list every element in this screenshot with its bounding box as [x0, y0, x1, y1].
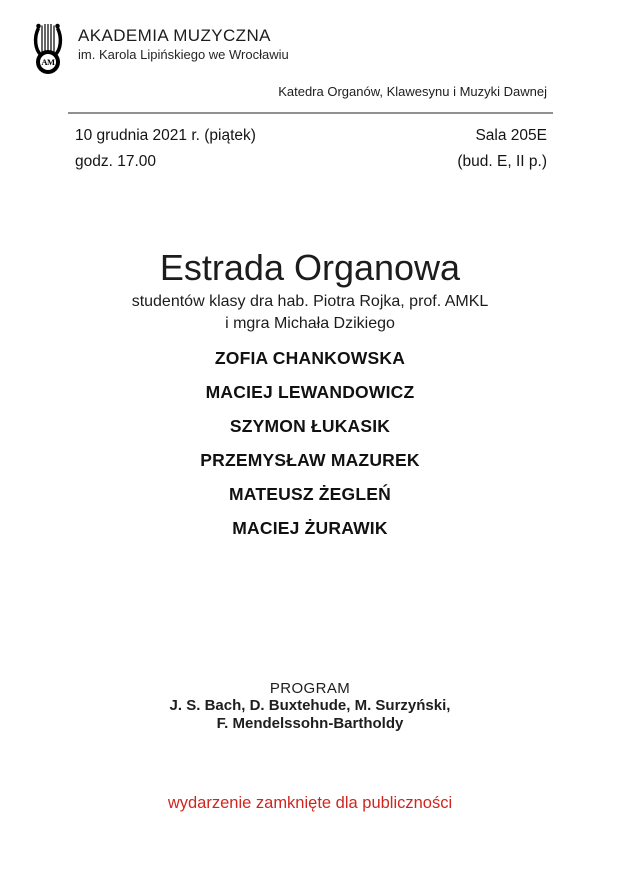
event-date: 10 grudnia 2021 r. (piątek)	[75, 127, 256, 144]
logo-monogram: AM	[41, 57, 55, 67]
event-time: godz. 17.00	[75, 153, 157, 170]
performer-name: MACIEJ ŻURAWIK	[232, 518, 388, 538]
event-datetime	[75, 123, 256, 175]
event-title-block	[0, 248, 620, 334]
event-meta	[75, 123, 547, 175]
academy-name-block	[78, 21, 289, 62]
header-divider	[68, 112, 553, 114]
closed-event-notice: wydarzenie zamknięte dla publiczności	[167, 794, 453, 812]
performer-name: PRZEMYSŁAW MAZUREK	[200, 450, 420, 470]
event-building: (bud. E, II p.)	[457, 153, 547, 170]
event-subtitle-line1: studentów klasy dra hab. Piotra Rojka, prof. AMKL	[131, 293, 489, 310]
performers-list	[0, 341, 620, 545]
academy-subname: im. Karola Lipińskiego we Wrocławiu	[78, 47, 289, 62]
program-section	[0, 680, 620, 733]
lyre-logo-icon	[33, 21, 63, 75]
event-title: Estrada Organowa	[159, 247, 461, 288]
department-name: Katedra Organów, Klawesynu i Muzyki Dawnej	[278, 84, 547, 99]
event-location	[457, 123, 547, 175]
event-subtitle-line2: i mgra Michała Dzikiego	[225, 314, 395, 332]
event-room: Sala 205E	[475, 127, 547, 144]
program-composers-line2: F. Mendelssohn-Bartholdy	[216, 715, 404, 732]
program-heading: PROGRAM	[269, 680, 351, 697]
performer-name: SZYMON ŁUKASIK	[229, 416, 391, 436]
academy-branding	[33, 21, 289, 75]
performer-name: ZOFIA CHANKOWSKA	[214, 348, 406, 368]
academy-name: AKADEMIA MUZYCZNA	[78, 26, 271, 45]
program-composers-line1: J. S. Bach, D. Buxtehude, M. Surzyński,	[169, 697, 451, 714]
performer-name: MATEUSZ ŻEGLEŃ	[229, 484, 391, 504]
performer-name: MACIEJ LEWANDOWICZ	[205, 382, 415, 402]
